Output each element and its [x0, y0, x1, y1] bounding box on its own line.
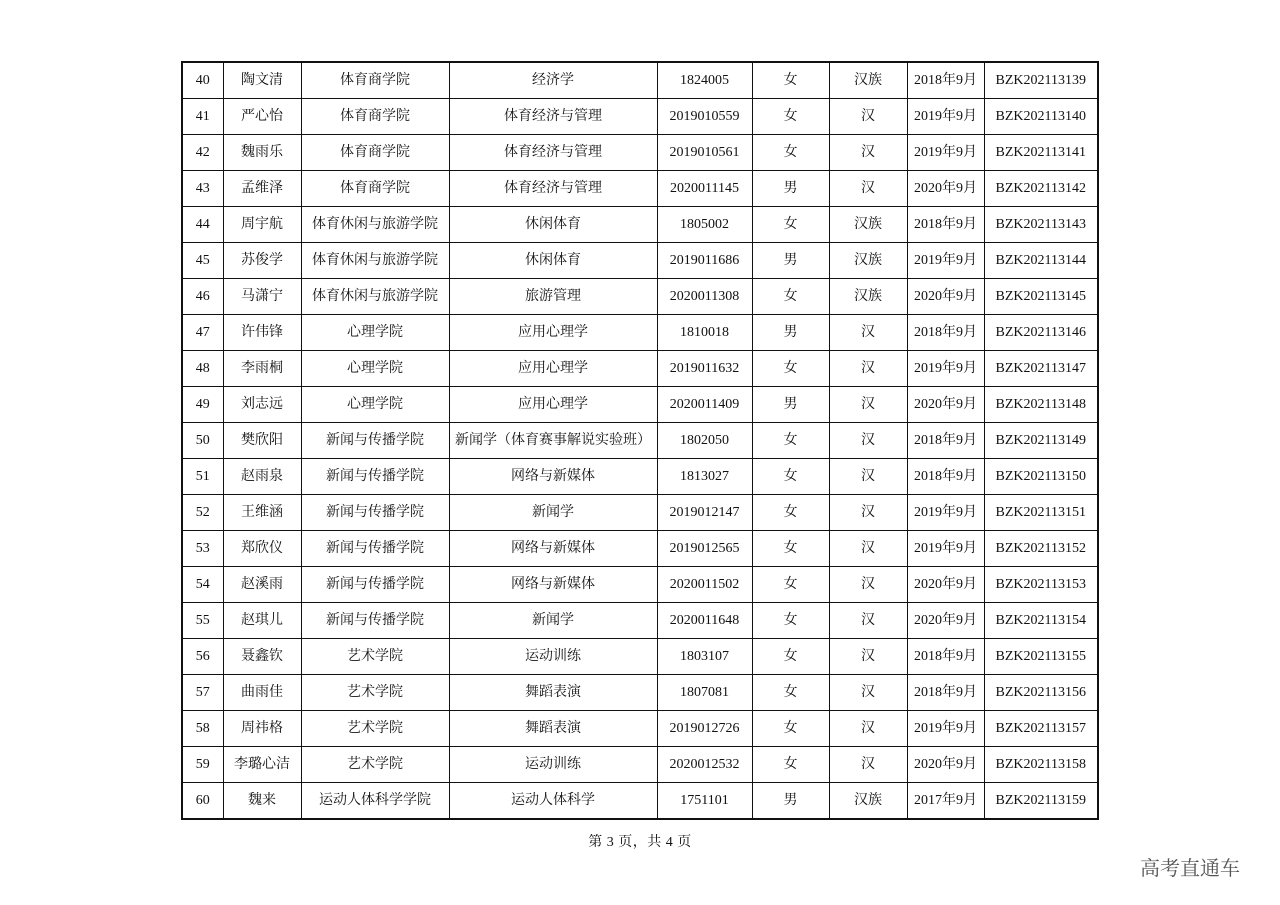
certificate-number-cell: BZK202113142 — [984, 171, 1098, 207]
row-number-cell: 50 — [182, 423, 223, 459]
student-id-cell: 1813027 — [657, 459, 752, 495]
student-name-cell: 周宇航 — [223, 207, 301, 243]
table-row — [182, 315, 1098, 351]
enrollment-date-cell: 2018年9月 — [907, 675, 984, 711]
table-row — [182, 279, 1098, 315]
enrollment-date-cell: 2019年9月 — [907, 531, 984, 567]
student-id-cell: 2020011409 — [657, 387, 752, 423]
student-name-cell: 魏来 — [223, 783, 301, 820]
college-cell: 新闻与传播学院 — [301, 603, 449, 639]
ethnicity-cell: 汉 — [829, 315, 907, 351]
certificate-number-cell: BZK202113154 — [984, 603, 1098, 639]
row-number-cell: 44 — [182, 207, 223, 243]
college-cell: 新闻与传播学院 — [301, 495, 449, 531]
major-cell: 应用心理学 — [449, 351, 657, 387]
enrollment-date-cell: 2019年9月 — [907, 99, 984, 135]
roster-table-body — [182, 62, 1098, 819]
table-row — [182, 783, 1098, 820]
table-row — [182, 675, 1098, 711]
certificate-number-cell: BZK202113158 — [984, 747, 1098, 783]
enrollment-date-cell: 2020年9月 — [907, 603, 984, 639]
ethnicity-cell: 汉族 — [829, 62, 907, 99]
student-id-cell: 2019010559 — [657, 99, 752, 135]
major-cell: 新闻学 — [449, 603, 657, 639]
student-id-cell: 2020011502 — [657, 567, 752, 603]
table-row — [182, 171, 1098, 207]
row-number-cell: 49 — [182, 387, 223, 423]
table-row — [182, 603, 1098, 639]
college-cell: 运动人体科学学院 — [301, 783, 449, 820]
enrollment-date-cell: 2018年9月 — [907, 62, 984, 99]
ethnicity-cell: 汉 — [829, 99, 907, 135]
table-row — [182, 495, 1098, 531]
enrollment-date-cell: 2020年9月 — [907, 387, 984, 423]
gender-cell: 女 — [752, 279, 829, 315]
row-number-cell: 53 — [182, 531, 223, 567]
college-cell: 体育休闲与旅游学院 — [301, 243, 449, 279]
student-name-cell: 赵溪雨 — [223, 567, 301, 603]
row-number-cell: 58 — [182, 711, 223, 747]
student-name-cell: 樊欣阳 — [223, 423, 301, 459]
enrollment-date-cell: 2020年9月 — [907, 747, 984, 783]
certificate-number-cell: BZK202113155 — [984, 639, 1098, 675]
row-number-cell: 54 — [182, 567, 223, 603]
certificate-number-cell: BZK202113150 — [984, 459, 1098, 495]
student-id-cell: 1803107 — [657, 639, 752, 675]
row-number-cell: 48 — [182, 351, 223, 387]
certificate-number-cell: BZK202113148 — [984, 387, 1098, 423]
row-number-cell: 56 — [182, 639, 223, 675]
student-id-cell: 1751101 — [657, 783, 752, 820]
student-name-cell: 苏俊学 — [223, 243, 301, 279]
student-name-cell: 刘志远 — [223, 387, 301, 423]
ethnicity-cell: 汉 — [829, 135, 907, 171]
ethnicity-cell: 汉 — [829, 675, 907, 711]
row-number-cell: 46 — [182, 279, 223, 315]
certificate-number-cell: BZK202113139 — [984, 62, 1098, 99]
enrollment-date-cell: 2018年9月 — [907, 423, 984, 459]
student-name-cell: 陶文清 — [223, 62, 301, 99]
major-cell: 网络与新媒体 — [449, 459, 657, 495]
page-number-footer: 第 3 页，共 4 页 — [588, 835, 692, 850]
row-number-cell: 47 — [182, 315, 223, 351]
student-name-cell: 严心怡 — [223, 99, 301, 135]
college-cell: 艺术学院 — [301, 711, 449, 747]
major-cell: 体育经济与管理 — [449, 99, 657, 135]
row-number-cell: 45 — [182, 243, 223, 279]
row-number-cell: 41 — [182, 99, 223, 135]
student-name-cell: 曲雨佳 — [223, 675, 301, 711]
table-row — [182, 639, 1098, 675]
certificate-number-cell: BZK202113159 — [984, 783, 1098, 820]
major-cell: 经济学 — [449, 62, 657, 99]
ethnicity-cell: 汉族 — [829, 207, 907, 243]
college-cell: 心理学院 — [301, 351, 449, 387]
table-row — [182, 207, 1098, 243]
student-name-cell: 赵雨泉 — [223, 459, 301, 495]
major-cell: 体育经济与管理 — [449, 135, 657, 171]
student-id-cell: 2020011648 — [657, 603, 752, 639]
major-cell: 新闻学（体育赛事解说实验班） — [449, 423, 657, 459]
certificate-number-cell: BZK202113141 — [984, 135, 1098, 171]
row-number-cell: 40 — [182, 62, 223, 99]
certificate-number-cell: BZK202113149 — [984, 423, 1098, 459]
college-cell: 体育商学院 — [301, 62, 449, 99]
student-id-cell: 1810018 — [657, 315, 752, 351]
student-id-cell: 2020011145 — [657, 171, 752, 207]
student-id-cell: 2019012147 — [657, 495, 752, 531]
certificate-number-cell: BZK202113151 — [984, 495, 1098, 531]
gender-cell: 女 — [752, 675, 829, 711]
college-cell: 心理学院 — [301, 387, 449, 423]
student-id-cell: 2020012532 — [657, 747, 752, 783]
table-row — [182, 459, 1098, 495]
major-cell: 运动人体科学 — [449, 783, 657, 820]
gender-cell: 男 — [752, 315, 829, 351]
student-name-cell: 魏雨乐 — [223, 135, 301, 171]
gender-cell: 女 — [752, 135, 829, 171]
major-cell: 旅游管理 — [449, 279, 657, 315]
college-cell: 体育休闲与旅游学院 — [301, 279, 449, 315]
gender-cell: 男 — [752, 783, 829, 820]
major-cell: 网络与新媒体 — [449, 531, 657, 567]
student-name-cell: 李璐心洁 — [223, 747, 301, 783]
certificate-number-cell: BZK202113152 — [984, 531, 1098, 567]
major-cell: 体育经济与管理 — [449, 171, 657, 207]
student-id-cell: 2019012565 — [657, 531, 752, 567]
college-cell: 新闻与传播学院 — [301, 567, 449, 603]
ethnicity-cell: 汉 — [829, 171, 907, 207]
table-row — [182, 62, 1098, 99]
student-id-cell: 1805002 — [657, 207, 752, 243]
row-number-cell: 55 — [182, 603, 223, 639]
student-id-cell: 1802050 — [657, 423, 752, 459]
ethnicity-cell: 汉 — [829, 423, 907, 459]
major-cell: 应用心理学 — [449, 315, 657, 351]
enrollment-date-cell: 2019年9月 — [907, 495, 984, 531]
table-row — [182, 99, 1098, 135]
certificate-number-cell: BZK202113147 — [984, 351, 1098, 387]
student-name-cell: 赵琪儿 — [223, 603, 301, 639]
college-cell: 新闻与传播学院 — [301, 531, 449, 567]
gender-cell: 女 — [752, 747, 829, 783]
major-cell: 休闲体育 — [449, 243, 657, 279]
ethnicity-cell: 汉 — [829, 459, 907, 495]
row-number-cell: 59 — [182, 747, 223, 783]
college-cell: 艺术学院 — [301, 639, 449, 675]
ethnicity-cell: 汉 — [829, 567, 907, 603]
college-cell: 体育商学院 — [301, 171, 449, 207]
table-row — [182, 351, 1098, 387]
major-cell: 休闲体育 — [449, 207, 657, 243]
college-cell: 新闻与传播学院 — [301, 423, 449, 459]
ethnicity-cell: 汉 — [829, 639, 907, 675]
student-id-cell: 2019011686 — [657, 243, 752, 279]
student-name-cell: 郑欣仪 — [223, 531, 301, 567]
table-row — [182, 243, 1098, 279]
enrollment-date-cell: 2019年9月 — [907, 351, 984, 387]
college-cell: 艺术学院 — [301, 747, 449, 783]
major-cell: 舞蹈表演 — [449, 675, 657, 711]
gender-cell: 女 — [752, 62, 829, 99]
gender-cell: 女 — [752, 603, 829, 639]
ethnicity-cell: 汉 — [829, 711, 907, 747]
table-row — [182, 531, 1098, 567]
college-cell: 体育商学院 — [301, 99, 449, 135]
major-cell: 新闻学 — [449, 495, 657, 531]
table-row — [182, 423, 1098, 459]
college-cell: 艺术学院 — [301, 675, 449, 711]
gender-cell: 女 — [752, 423, 829, 459]
major-cell: 舞蹈表演 — [449, 711, 657, 747]
gender-cell: 男 — [752, 171, 829, 207]
major-cell: 运动训练 — [449, 639, 657, 675]
enrollment-date-cell: 2018年9月 — [907, 207, 984, 243]
enrollment-date-cell: 2018年9月 — [907, 459, 984, 495]
student-name-cell: 李雨桐 — [223, 351, 301, 387]
enrollment-date-cell: 2020年9月 — [907, 279, 984, 315]
student-name-cell: 许伟锋 — [223, 315, 301, 351]
student-id-cell: 2019011632 — [657, 351, 752, 387]
college-cell: 体育休闲与旅游学院 — [301, 207, 449, 243]
ethnicity-cell: 汉 — [829, 531, 907, 567]
row-number-cell: 60 — [182, 783, 223, 820]
certificate-number-cell: BZK202113156 — [984, 675, 1098, 711]
table-row — [182, 711, 1098, 747]
student-roster-table — [181, 61, 1099, 820]
row-number-cell: 51 — [182, 459, 223, 495]
ethnicity-cell: 汉 — [829, 747, 907, 783]
ethnicity-cell: 汉族 — [829, 243, 907, 279]
ethnicity-cell: 汉 — [829, 603, 907, 639]
college-cell: 心理学院 — [301, 315, 449, 351]
major-cell: 运动训练 — [449, 747, 657, 783]
table-row — [182, 747, 1098, 783]
enrollment-date-cell: 2017年9月 — [907, 783, 984, 820]
enrollment-date-cell: 2019年9月 — [907, 135, 984, 171]
gender-cell: 女 — [752, 207, 829, 243]
gender-cell: 女 — [752, 99, 829, 135]
certificate-number-cell: BZK202113145 — [984, 279, 1098, 315]
gender-cell: 男 — [752, 387, 829, 423]
gender-cell: 女 — [752, 459, 829, 495]
major-cell: 网络与新媒体 — [449, 567, 657, 603]
student-name-cell: 孟维泽 — [223, 171, 301, 207]
ethnicity-cell: 汉族 — [829, 279, 907, 315]
row-number-cell: 52 — [182, 495, 223, 531]
row-number-cell: 57 — [182, 675, 223, 711]
enrollment-date-cell: 2018年9月 — [907, 639, 984, 675]
college-cell: 体育商学院 — [301, 135, 449, 171]
ethnicity-cell: 汉族 — [829, 783, 907, 820]
enrollment-date-cell: 2019年9月 — [907, 243, 984, 279]
student-name-cell: 聂鑫钦 — [223, 639, 301, 675]
student-name-cell: 周祎格 — [223, 711, 301, 747]
certificate-number-cell: BZK202113144 — [984, 243, 1098, 279]
student-id-cell: 1807081 — [657, 675, 752, 711]
gender-cell: 女 — [752, 495, 829, 531]
certificate-number-cell: BZK202113146 — [984, 315, 1098, 351]
student-id-cell: 2019010561 — [657, 135, 752, 171]
gender-cell: 男 — [752, 243, 829, 279]
ethnicity-cell: 汉 — [829, 351, 907, 387]
college-cell: 新闻与传播学院 — [301, 459, 449, 495]
certificate-number-cell: BZK202113143 — [984, 207, 1098, 243]
student-id-cell: 2019012726 — [657, 711, 752, 747]
student-id-cell: 1824005 — [657, 62, 752, 99]
table-row — [182, 135, 1098, 171]
table-row — [182, 567, 1098, 603]
gender-cell: 女 — [752, 711, 829, 747]
student-name-cell: 王维涵 — [223, 495, 301, 531]
student-name-cell: 马潇宁 — [223, 279, 301, 315]
watermark-text: 高考直通车 — [1140, 856, 1240, 880]
ethnicity-cell: 汉 — [829, 387, 907, 423]
gender-cell: 女 — [752, 567, 829, 603]
major-cell: 应用心理学 — [449, 387, 657, 423]
certificate-number-cell: BZK202113157 — [984, 711, 1098, 747]
ethnicity-cell: 汉 — [829, 495, 907, 531]
enrollment-date-cell: 2018年9月 — [907, 315, 984, 351]
row-number-cell: 43 — [182, 171, 223, 207]
certificate-number-cell: BZK202113153 — [984, 567, 1098, 603]
gender-cell: 女 — [752, 531, 829, 567]
enrollment-date-cell: 2019年9月 — [907, 711, 984, 747]
gender-cell: 女 — [752, 351, 829, 387]
row-number-cell: 42 — [182, 135, 223, 171]
gender-cell: 女 — [752, 639, 829, 675]
enrollment-date-cell: 2020年9月 — [907, 171, 984, 207]
enrollment-date-cell: 2020年9月 — [907, 567, 984, 603]
table-row — [182, 387, 1098, 423]
certificate-number-cell: BZK202113140 — [984, 99, 1098, 135]
student-id-cell: 2020011308 — [657, 279, 752, 315]
